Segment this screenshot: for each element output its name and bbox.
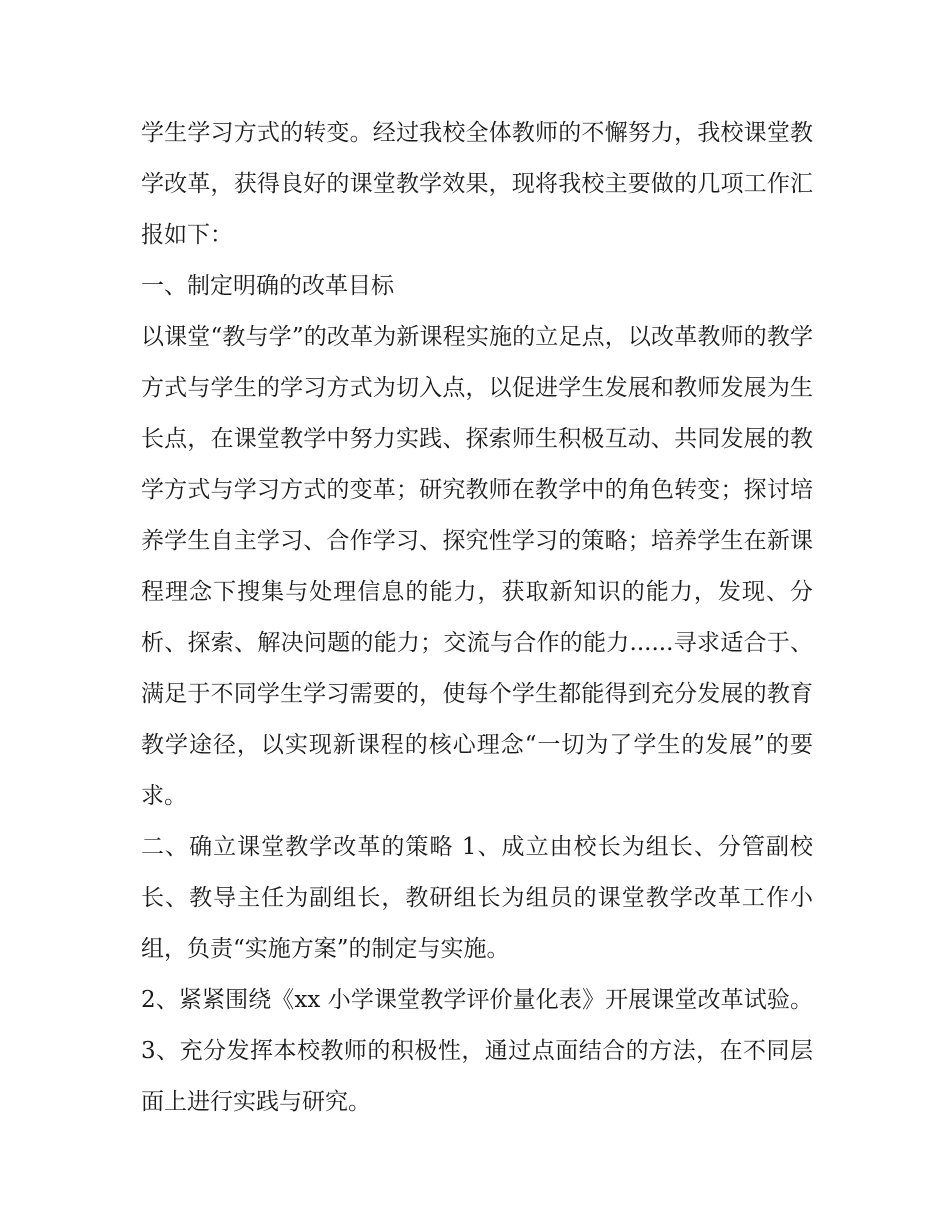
document-body [141, 108, 813, 1128]
paragraph-items-2-3: 2、紧紧围绕《xx 小学课堂教学评价量化表》开展课堂改革试验。 3、充分发挥本校教师的积极性，通过点面结合的方法，在不同层面上进行实践与研究。 [141, 987, 813, 1115]
heading-section-1: 一、制定明确的改革目标 [141, 273, 394, 299]
paragraph-section-2: 二、确立课堂教学改革的策略 1、成立由校长为组长、分管副校长、教导主任为副组长，教研组长为组员的课堂教学改革工作小组，负责“实施方案”的制定与实施。 [141, 834, 813, 962]
paragraph-intro: 学生学习方式的转变。经过我校全体教师的不懈努力，我校课堂教学改革，获得良好的课堂教学效果，现将我校主要做的几项工作汇报如下： [141, 120, 813, 248]
paragraph-section-1: 以课堂“教与学”的改革为新课程实施的立足点，以改革教师的教学方式与学生的学习方式为切入点，以促进学生发展和教师发展为生长点，在课堂教学中努力实践、探索师生积极互动、共同发展的教学方式与学习方式的变革；研究教师在教学中的角色转变；探讨培养学生自主学习、合作学习、探究性学习的策略；培养学生在新课程理念下搜集与处理信息的能力，获取新知识的能力，发现、分析、探索、解决问题的能力；交流与合作的能力......寻求适合于、满足于不同学生学习需要的，使每个学生都能得到充分发展的教育教学途径，以实现新课程的核心理念“一切为了学生的发展”的要求。 [141, 324, 813, 809]
